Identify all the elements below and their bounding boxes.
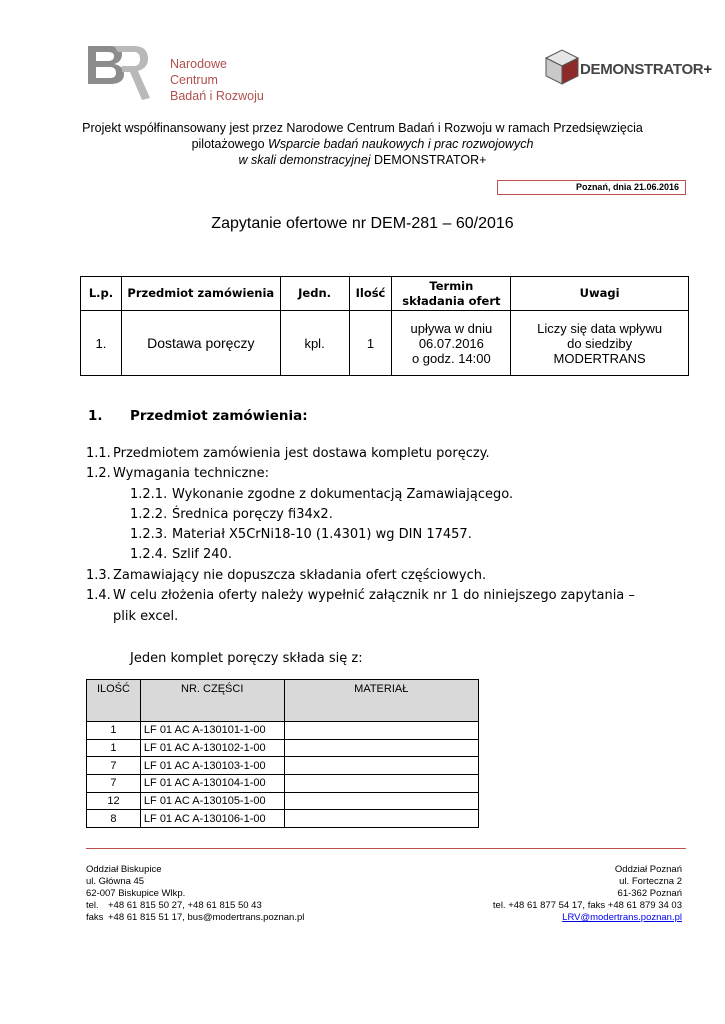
footer-right-tel: tel. +48 61 877 54 17, faks +48 61 879 34 03 bbox=[492, 900, 682, 911]
cell-part-number: LF 01 AC A-130102-1-00 bbox=[140, 739, 284, 757]
intro-paragraph bbox=[40, 120, 685, 168]
cell-qty: 7 bbox=[87, 775, 141, 793]
footer-left-tel: +48 61 815 50 27, +48 61 815 50 43 bbox=[108, 900, 262, 911]
list-number: 1.2. bbox=[86, 466, 111, 481]
section-title: Przedmiot zamówienia: bbox=[130, 408, 308, 424]
footer-left-fax: +48 61 815 51 17, bus@modertrans.poznan.pl bbox=[108, 912, 305, 923]
deadline-line2: 06.07.2016 bbox=[418, 335, 484, 351]
table-row bbox=[81, 311, 689, 376]
list-item bbox=[130, 545, 232, 565]
list-number: 1.2.4. bbox=[130, 547, 168, 562]
cell-part-number: LF 01 AC A-130104-1-00 bbox=[140, 775, 284, 793]
notes-line3: MODERTRANS bbox=[553, 350, 646, 366]
cell-qty: 1 bbox=[87, 739, 141, 757]
cell-deadline bbox=[392, 311, 511, 376]
intro-line3-suffix: DEMONSTRATOR+ bbox=[374, 153, 487, 167]
cell-notes bbox=[511, 311, 689, 376]
header-qty: Ilość bbox=[349, 277, 392, 311]
cell-part-number: LF 01 AC A-130106-1-00 bbox=[140, 810, 284, 828]
footer-left-address bbox=[86, 864, 304, 924]
cell-material bbox=[284, 722, 478, 740]
list-number: 1.4. bbox=[86, 588, 111, 603]
list-text: Wymagania techniczne: bbox=[113, 466, 270, 481]
list-item bbox=[86, 586, 635, 606]
list-number: 1.2.2. bbox=[130, 507, 168, 522]
deadline-line3: o godz. 14:00 bbox=[411, 350, 491, 366]
list-number: 1.2.3. bbox=[130, 527, 168, 542]
list-item bbox=[86, 464, 269, 484]
list-number: 1.2.1. bbox=[130, 487, 168, 502]
demonstrator-wordmark: DEMONSTRATOR bbox=[580, 61, 704, 78]
header-subject: Przedmiot zamówienia bbox=[121, 277, 280, 311]
deadline-line1: upływa w dniu bbox=[410, 320, 493, 336]
header-notes: Uwagi bbox=[511, 277, 689, 311]
cell-qty: 7 bbox=[87, 757, 141, 775]
list-text: Materiał X5CrNi18-10 (1.4301) wg DIN 17457. bbox=[172, 527, 472, 542]
ncbr-logo-mark-icon bbox=[84, 38, 154, 106]
cell-part-number: LF 01 AC A-130105-1-00 bbox=[140, 792, 284, 810]
parts-table-header bbox=[87, 680, 479, 722]
list-item bbox=[86, 444, 490, 464]
table-row bbox=[87, 722, 479, 740]
header-lp: L.p. bbox=[81, 277, 122, 311]
footer-right-city: 61-362 Poznań bbox=[617, 888, 682, 899]
footer-left-city: 62-007 Biskupice Wlkp. bbox=[86, 888, 186, 899]
section-heading bbox=[88, 408, 308, 424]
table-row bbox=[87, 792, 479, 810]
cell-subject: Dostawa poręczy bbox=[121, 311, 280, 376]
order-table bbox=[80, 276, 689, 376]
cell-material bbox=[284, 739, 478, 757]
list-number: 1.3. bbox=[86, 568, 111, 583]
table-row bbox=[87, 810, 479, 828]
footer-right-street: ul. Forteczna 2 bbox=[619, 876, 682, 887]
cell-qty: 12 bbox=[87, 792, 141, 810]
intro-line2-prefix: pilotażowego bbox=[191, 137, 265, 151]
cell-part-number: LF 01 AC A-130101-1-00 bbox=[140, 722, 284, 740]
order-table-header bbox=[81, 277, 689, 311]
section-number: 1. bbox=[88, 408, 103, 424]
parts-table bbox=[86, 679, 479, 828]
list-item bbox=[130, 525, 472, 545]
table-row bbox=[87, 739, 479, 757]
page-title: Zapytanie ofertowe nr DEM-281 – 60/2016 bbox=[211, 215, 514, 232]
list-text: Zamawiający nie dopuszcza składania ofert częściowych. bbox=[113, 568, 487, 583]
list-item bbox=[130, 485, 513, 505]
header-deadline-line1: Termin bbox=[429, 278, 474, 293]
footer-left-name: Oddział Biskupice bbox=[86, 864, 162, 875]
cell-qty: 1 bbox=[87, 722, 141, 740]
table-row bbox=[87, 757, 479, 775]
footer-divider bbox=[86, 848, 686, 849]
list-text: Wykonanie zgodne z dokumentacją Zamawiającego. bbox=[172, 487, 514, 502]
footer-email-link[interactable]: LRV@modertrans.poznan.pl bbox=[562, 912, 682, 923]
list-text: W celu złożenia oferty należy wypełnić załącznik nr 1 do niniejszego zapytania – bbox=[113, 588, 635, 603]
list-number: 1.1. bbox=[86, 446, 111, 461]
header-deadline bbox=[392, 277, 511, 311]
intro-line2-italic: Wsparcie badań naukowych i prac rozwojowych bbox=[268, 137, 534, 151]
cell-material bbox=[284, 775, 478, 793]
notes-line2: do siedziby bbox=[567, 335, 633, 351]
header-deadline-line2: składania ofert bbox=[402, 293, 501, 308]
cell-material bbox=[284, 792, 478, 810]
cell-lp: 1. bbox=[81, 311, 122, 376]
list-text: Szlif 240. bbox=[172, 547, 232, 562]
footer-left-tel-label: tel. bbox=[86, 900, 99, 911]
cell-part-number: LF 01 AC A-130103-1-00 bbox=[140, 757, 284, 775]
cell-unit: kpl. bbox=[280, 311, 349, 376]
cell-material bbox=[284, 810, 478, 828]
demonstrator-plus: + bbox=[703, 61, 712, 78]
cell-material bbox=[284, 757, 478, 775]
footer-left-street: ul. Główna 45 bbox=[86, 876, 145, 887]
demonstrator-logo bbox=[540, 44, 712, 90]
list-item bbox=[130, 505, 333, 525]
header-parts-qty: ILOŚĆ bbox=[87, 680, 141, 722]
ncbr-name-line2: Badań i Rozwoju bbox=[170, 89, 264, 103]
intro-line1: Projekt współfinansowany jest przez Narodowe Centrum Badań i Rozwoju w ramach Przedsięwzięcia bbox=[82, 121, 643, 135]
cell-qty: 1 bbox=[349, 311, 392, 376]
notes-line1: Liczy się data wpływu bbox=[537, 320, 663, 336]
header-unit: Jedn. bbox=[280, 277, 349, 311]
list-text: Przedmiotem zamówienia jest dostawa kompletu poręczy. bbox=[113, 446, 490, 461]
footer-left-fax-label: faks bbox=[86, 912, 104, 923]
footer-right-address bbox=[440, 864, 682, 924]
ncbr-name-line1: Narodowe Centrum bbox=[170, 57, 227, 87]
footer-right-name: Oddział Poznań bbox=[614, 864, 682, 875]
cell-qty: 8 bbox=[87, 810, 141, 828]
ncbr-logo bbox=[84, 38, 274, 106]
document-date: Poznań, dnia 21.06.2016 bbox=[497, 180, 686, 195]
list-item bbox=[86, 566, 486, 586]
header-parts-material: MATERIAŁ bbox=[284, 680, 478, 722]
list-text: Średnica poręczy fi34x2. bbox=[172, 507, 333, 522]
list-item-continuation: plik excel. bbox=[113, 609, 179, 624]
intro-line3-italic: w skali demonstracyjnej bbox=[238, 153, 371, 167]
table-row bbox=[87, 775, 479, 793]
kit-intro: Jeden komplet poręczy składa się z: bbox=[130, 651, 363, 666]
header-parts-number: NR. CZĘŚCI bbox=[140, 680, 284, 722]
